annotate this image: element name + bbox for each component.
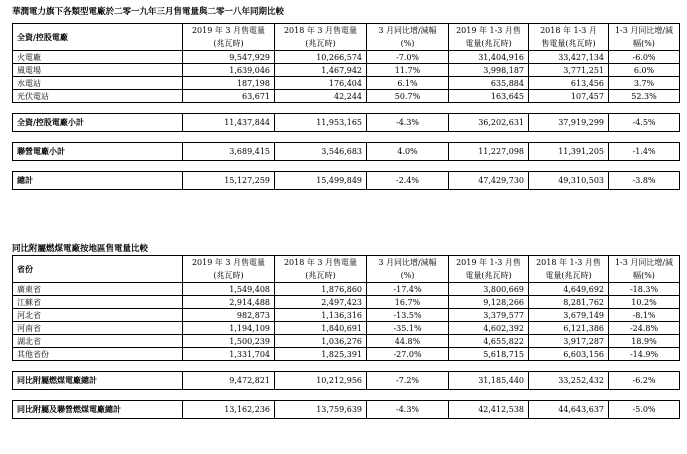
table-cell: -4.3% <box>367 401 449 419</box>
spacer-row <box>13 390 680 401</box>
row-label: 水電站 <box>13 77 183 90</box>
table-cell: -7.2% <box>367 372 449 390</box>
table-cell: 6,121,386 <box>529 322 609 335</box>
table-cell: 982,873 <box>183 309 275 322</box>
row-label: 廣東省 <box>13 283 183 296</box>
table-cell: 16.7% <box>367 296 449 309</box>
table-cell: 3,546,683 <box>275 143 367 161</box>
table-cell: 11.7% <box>367 64 449 77</box>
table-cell: 4,649,692 <box>529 283 609 296</box>
table1-title: 華潤電力旗下各類型電廠於二零一九年三月售電量與二零一八年同期比較 <box>12 7 285 17</box>
row-label: 同比附屬燃煤電廠總計 <box>13 372 183 390</box>
row-label: 光伏電站 <box>13 90 183 103</box>
spacer-cell <box>183 103 275 114</box>
table-cell: 49,310,503 <box>529 172 609 190</box>
table-cell: 10,212,956 <box>275 372 367 390</box>
column-header: 3 月同比增/減幅 (%) <box>367 24 449 51</box>
table-cell: 15,499,849 <box>275 172 367 190</box>
total-row <box>13 401 680 419</box>
table-cell: -2.4% <box>367 172 449 190</box>
table-cell: 18.9% <box>609 335 680 348</box>
table-cell: 613,456 <box>529 77 609 90</box>
spacer-cell <box>609 103 680 114</box>
table-cell: 3,679,149 <box>529 309 609 322</box>
table-cell: 50.7% <box>367 90 449 103</box>
column-header: 2019 年 1-3 月售 電量(兆瓦時) <box>449 256 529 283</box>
row-label: 風電場 <box>13 64 183 77</box>
column-header: 2018 年 3 月售電量 (兆瓦時) <box>275 24 367 51</box>
subtotal-row <box>13 143 680 161</box>
spacer-cell <box>449 103 529 114</box>
table-cell: 1,467,942 <box>275 64 367 77</box>
spacer-cell <box>449 161 529 172</box>
table-cell: 11,437,844 <box>183 114 275 132</box>
spacer-cell <box>529 103 609 114</box>
table-cell: -7.0% <box>367 51 449 64</box>
table2-title: 同比附屬燃煤電廠按地區售電量比較 <box>12 244 149 254</box>
spacer-cell <box>13 103 183 114</box>
spacer-cell <box>275 161 367 172</box>
table-cell: -6.0% <box>609 51 680 64</box>
column-header: 2018 年 3 月售電量 (兆瓦時) <box>275 256 367 283</box>
table-cell: 6.1% <box>367 77 449 90</box>
spacer-cell <box>367 132 449 143</box>
spacer-cell <box>183 132 275 143</box>
column-header: 全資/控股電廠 <box>13 24 183 51</box>
table-cell: 42,244 <box>275 90 367 103</box>
table-cell: 6,603,156 <box>529 348 609 361</box>
table-cell: 33,427,134 <box>529 51 609 64</box>
header-row <box>13 24 680 51</box>
spacer-cell <box>13 132 183 143</box>
spacer-cell <box>609 390 680 401</box>
column-header: 2019 年 3 月售電量 (兆瓦時) <box>183 24 275 51</box>
table-cell: 9,547,929 <box>183 51 275 64</box>
table-cell: 3.7% <box>609 77 680 90</box>
spacer-cell <box>183 361 275 372</box>
column-header: 2018 年 1-3 月售 電量(兆瓦時) <box>529 256 609 283</box>
table-cell: 11,391,205 <box>529 143 609 161</box>
table-cell: 9,128,266 <box>449 296 529 309</box>
table-cell: 1,500,239 <box>183 335 275 348</box>
table-cell: 3,379,577 <box>449 309 529 322</box>
table-cell: 107,457 <box>529 90 609 103</box>
table-cell: 1,331,704 <box>183 348 275 361</box>
row-label: 其他省份 <box>13 348 183 361</box>
table-cell: -27.0% <box>367 348 449 361</box>
spacer-cell <box>529 161 609 172</box>
spacer-cell <box>367 390 449 401</box>
spacer-row <box>13 132 680 143</box>
spacer-row <box>13 361 680 372</box>
table-cell: -8.1% <box>609 309 680 322</box>
table-cell: -18.3% <box>609 283 680 296</box>
table-row <box>13 348 680 361</box>
table-cell: -5.0% <box>609 401 680 419</box>
table-cell: -3.8% <box>609 172 680 190</box>
table-row <box>13 283 680 296</box>
spacer-cell <box>367 361 449 372</box>
header-row <box>13 256 680 283</box>
spacer-cell <box>275 103 367 114</box>
table-cell: 44,643,637 <box>529 401 609 419</box>
column-header: 2019 年 1-3 月售 電量(兆瓦時) <box>449 24 529 51</box>
column-header: 1-3 月同比增/減 幅(%) <box>609 24 680 51</box>
table-cell: 1,825,391 <box>275 348 367 361</box>
table-row <box>13 296 680 309</box>
table-cell: 8,281,762 <box>529 296 609 309</box>
spacer-cell <box>529 390 609 401</box>
sales-by-plant-type-table <box>12 23 680 190</box>
subtotal-row <box>13 372 680 390</box>
spacer-cell <box>183 390 275 401</box>
spacer-cell <box>275 361 367 372</box>
table-cell: 63,671 <box>183 90 275 103</box>
spacer-cell <box>275 132 367 143</box>
table-cell: 31,404,916 <box>449 51 529 64</box>
table-cell: 13,759,639 <box>275 401 367 419</box>
table-cell: -17.4% <box>367 283 449 296</box>
table-cell: -35.1% <box>367 322 449 335</box>
table-cell: -24.8% <box>609 322 680 335</box>
table-row <box>13 322 680 335</box>
table-cell: 3,771,251 <box>529 64 609 77</box>
spacer-cell <box>367 103 449 114</box>
table-cell: 13,162,236 <box>183 401 275 419</box>
spacer-cell <box>367 161 449 172</box>
table-cell: 176,404 <box>275 77 367 90</box>
row-label: 火電廠 <box>13 51 183 64</box>
spacer-cell <box>275 390 367 401</box>
row-label: 總計 <box>13 172 183 190</box>
table-cell: -14.9% <box>609 348 680 361</box>
spacer-cell <box>449 361 529 372</box>
table-cell: 1,036,276 <box>275 335 367 348</box>
spacer-cell <box>609 361 680 372</box>
table-row <box>13 51 680 64</box>
spacer-cell <box>449 390 529 401</box>
table-cell: 6.0% <box>609 64 680 77</box>
table-cell: -6.2% <box>609 372 680 390</box>
table-cell: 5,618,715 <box>449 348 529 361</box>
spacer-cell <box>609 132 680 143</box>
column-header: 2018 年 1-3 月 售電量(兆瓦時) <box>529 24 609 51</box>
table-cell: 4,602,392 <box>449 322 529 335</box>
table-cell: 2,497,423 <box>275 296 367 309</box>
table-cell: 10.2% <box>609 296 680 309</box>
table-cell: 187,198 <box>183 77 275 90</box>
table-cell: 11,953,165 <box>275 114 367 132</box>
table-cell: 163,645 <box>449 90 529 103</box>
table-cell: 1,840,691 <box>275 322 367 335</box>
table-cell: 3,800,669 <box>449 283 529 296</box>
table-cell: 52.3% <box>609 90 680 103</box>
row-label: 聯營電廠小計 <box>13 143 183 161</box>
table-row <box>13 309 680 322</box>
subtotal-row <box>13 114 680 132</box>
table-cell: -4.3% <box>367 114 449 132</box>
table-cell: 4.0% <box>367 143 449 161</box>
row-label: 江蘇省 <box>13 296 183 309</box>
sales-by-province-table <box>12 255 680 419</box>
table-cell: 9,472,821 <box>183 372 275 390</box>
table-cell: 15,127,259 <box>183 172 275 190</box>
table-cell: 36,202,631 <box>449 114 529 132</box>
row-label: 同比附屬及聯營燃煤電廠總計 <box>13 401 183 419</box>
table-cell: 31,185,440 <box>449 372 529 390</box>
table-row <box>13 77 680 90</box>
table-cell: 47,429,730 <box>449 172 529 190</box>
table-cell: 3,689,415 <box>183 143 275 161</box>
table-cell: 11,227,098 <box>449 143 529 161</box>
table-cell: 44.8% <box>367 335 449 348</box>
table-cell: 42,412,538 <box>449 401 529 419</box>
spacer-row <box>13 103 680 114</box>
table-cell: 33,252,432 <box>529 372 609 390</box>
spacer-cell <box>13 161 183 172</box>
table-cell: 635,884 <box>449 77 529 90</box>
total-row <box>13 172 680 190</box>
table-cell: -13.5% <box>367 309 449 322</box>
table-cell: 1,549,408 <box>183 283 275 296</box>
table-cell: 3,998,187 <box>449 64 529 77</box>
table-cell: 1,876,860 <box>275 283 367 296</box>
table-row <box>13 90 680 103</box>
row-label: 湖北省 <box>13 335 183 348</box>
spacer-cell <box>609 161 680 172</box>
column-header: 省份 <box>13 256 183 283</box>
table-cell: 3,917,287 <box>529 335 609 348</box>
table-cell: -1.4% <box>609 143 680 161</box>
spacer-cell <box>183 161 275 172</box>
spacer-row <box>13 161 680 172</box>
spacer-cell <box>449 132 529 143</box>
column-header: 2019 年 3 月售電量 (兆瓦時) <box>183 256 275 283</box>
table-row <box>13 64 680 77</box>
table-cell: 10,266,574 <box>275 51 367 64</box>
row-label: 河北省 <box>13 309 183 322</box>
spacer-cell <box>529 132 609 143</box>
table-cell: -4.5% <box>609 114 680 132</box>
table-cell: 1,136,316 <box>275 309 367 322</box>
spacer-cell <box>13 361 183 372</box>
table-cell: 1,639,046 <box>183 64 275 77</box>
table-cell: 2,914,488 <box>183 296 275 309</box>
row-label: 全資/控股電廠小計 <box>13 114 183 132</box>
table-row <box>13 335 680 348</box>
spacer-cell <box>529 361 609 372</box>
spacer-cell <box>13 390 183 401</box>
table-cell: 4,655,822 <box>449 335 529 348</box>
row-label: 河南省 <box>13 322 183 335</box>
column-header: 3 月同比增/減幅 (%) <box>367 256 449 283</box>
table-cell: 37,919,299 <box>529 114 609 132</box>
table-cell: 1,194,109 <box>183 322 275 335</box>
column-header: 1-3 月同比增/減 幅(%) <box>609 256 680 283</box>
